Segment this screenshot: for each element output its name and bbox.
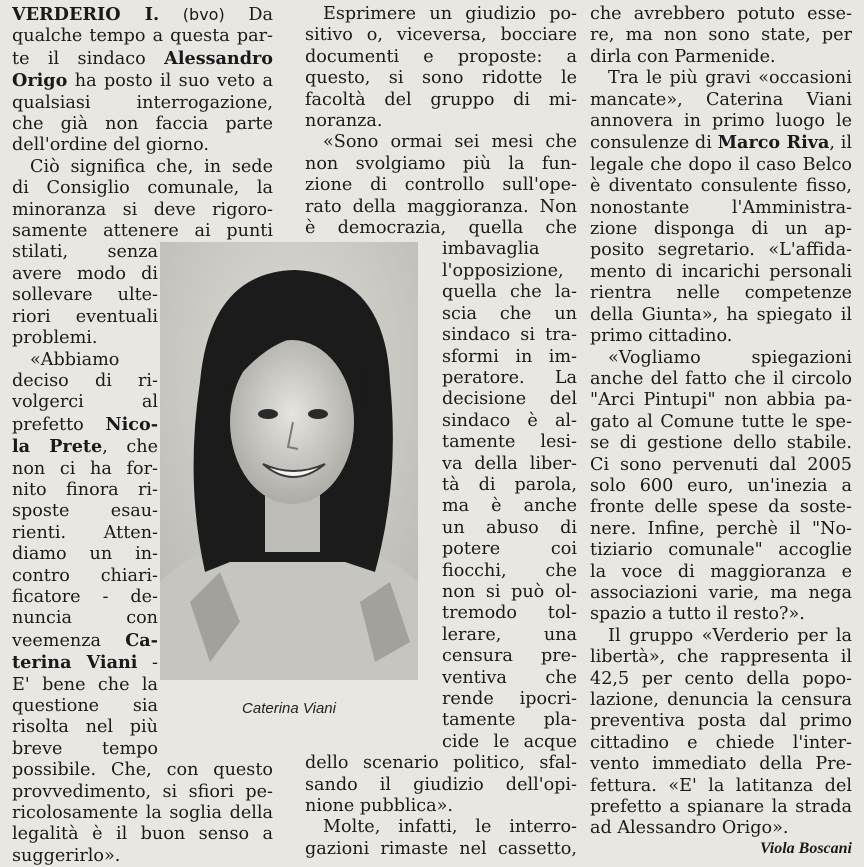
photo-caption: Caterina Viani bbox=[242, 700, 336, 717]
author-byline: Viola Boscani bbox=[759, 840, 852, 857]
name-origo: Origo bbox=[12, 70, 68, 92]
name-caterina-viani: terina Viani bbox=[12, 652, 138, 674]
name-alessandro: Alessandro bbox=[164, 47, 273, 69]
article-column-3: che avrebbero potuto esse- re, ma non sono state, per dirla con Parmenide. Tra le più gravi «occasioni mancate», Caterina Viani annovera in primo luogo le consulenze di Marco Riva, il legale che dopo il caso Belco è diventato consulente fisso, nonostante l'Amministra- zione disponga di un ap- posito segretario. «L'affida- mento di incarichi personali rientra nelle competenze della Giunta», ha spiegato il primo cittadino. «Vogliamo spiegazioni anche del fatto che il circolo "Arci Pintupi" non abbia pa- gato al Comune tutte le spe- se di gestione dello stabile. Ci sono pervenuti dal 2005 solo 600 euro, un'inezia a fronte delle spese da soste- nere. Infine, perchè il "No- tiziario comunale" accoglie la voce di maggioranza e associazioni varie, ma nega spazio a tutto il resto?». Il gruppo «Verderio per la libertà», che rappresenta il 42,5 per cento della popo- lazione, denuncia la censura preventiva posta dal primo cittadino e chiede l'inter- vento immediato della Pre- fettura. «E' la latitanza del prefetto a spianare la strada ad Alessandro Origo». bbox=[590, 4, 852, 839]
lead-tag: (bvo) bbox=[182, 5, 225, 24]
lead-place: VERDERIO I. bbox=[12, 4, 160, 25]
article-column-2: Esprimere un giudizio po- sitivo o, viceversa, bocciare documenti e proposte: a questo, si sono ridotte le facoltà del gruppo di mi- noranza. «Sono ormai sei mesi che non svolgiamo più la fun- zione di controllo sull'ope- rato della maggioranza. Non è democrazia, quella che imbavaglia l'opposizione, quella che la- scia che un sindaco si tra- sformi in im- peratore. La decisione del sindaco è al- tamente lesi- va della liber- tà di parola, ma è anche un abuso di potere coi fiocchi, che non si può ol- tremodo tol- lerare, una censura pre- ventiva che rende ipocri- tamente pla- cide le acque dello scenario politico, sfal- sando il giudizio dell'opi- nione pubblica». Molte, infatti, le interro- gazioni rimaste nel cassetto, bbox=[305, 4, 577, 859]
lead-line: VERDERIO I. (bvo) Da bbox=[12, 4, 273, 25]
article-column-1: VERDERIO I. (bvo) Da qualche tempo a questa par- te il sindaco Alessandro Origo ha posto il suo veto a qualsiasi interrogazione, che già non faccia parte dell'ordine del giorno. Ciò significa che, in sede di Consiglio comunale, la minoranza si deve rigoro- samente attenere ai punti stilati, senza avere modo di sollevare ulte- riori eventuali problemi. «Abbiamo deciso di ri- volgerci al prefetto Nico- la Prete, che non ci ha for- nito finora ri- sposte esau- rienti. Atten- diamo un in- contro chiari- ficatore - de- nuncia con veemenza Ca- terina Viani - E' bene che la questione sia risolta nel più breve tempo possibile. Che, con questo provvedimento, si sfiori pe- ricolosamente la soglia della legalità è il buon senso a suggerirlo». bbox=[12, 4, 273, 866]
name-marco-riva: Marco Riva bbox=[717, 132, 830, 154]
